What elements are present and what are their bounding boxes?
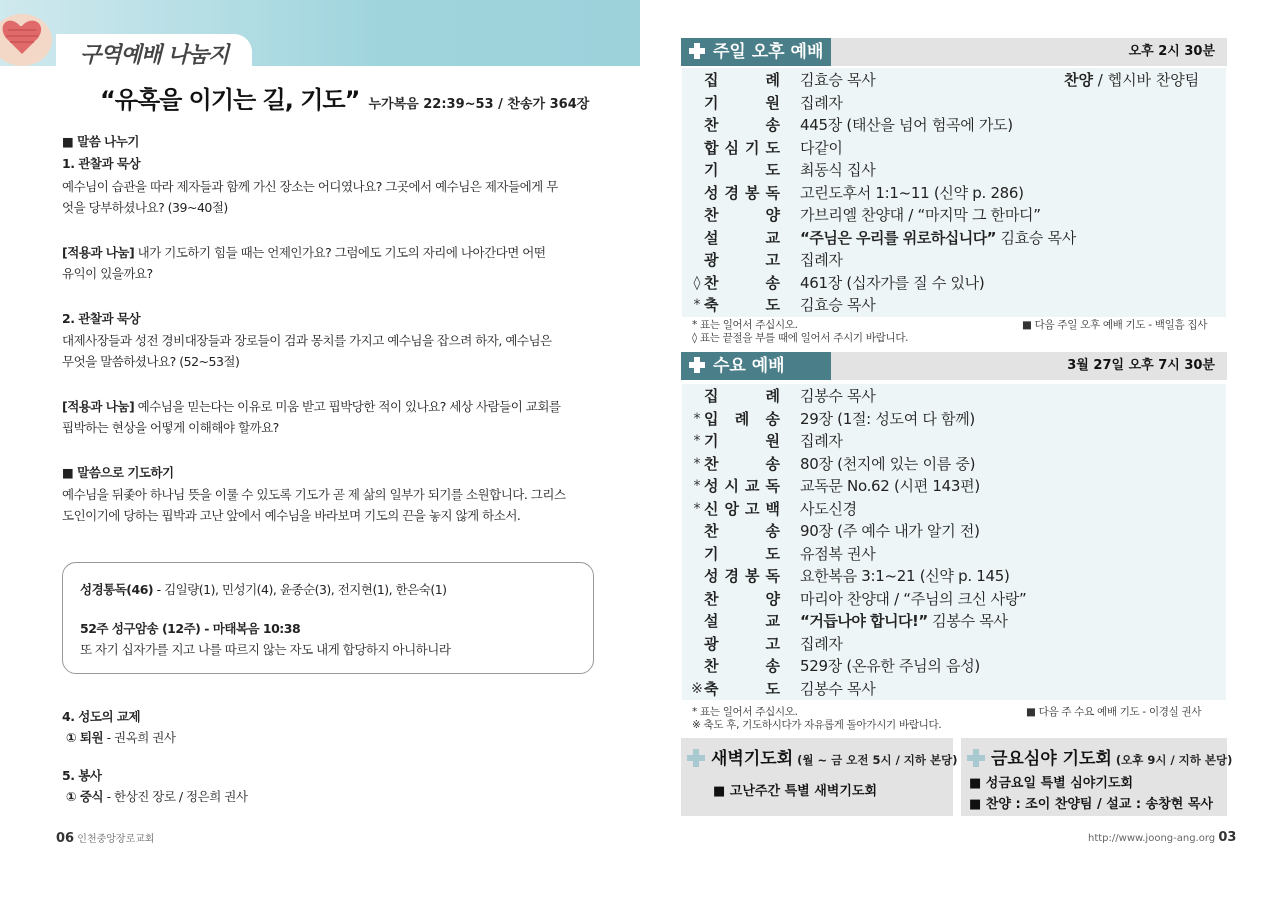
sunday-service-time: 오후 2시 30분 bbox=[1128, 44, 1215, 59]
order-value: 요한복음 3:1~21 (신약 p. 145) bbox=[800, 567, 1010, 585]
order-row bbox=[682, 227, 1226, 250]
service-item bbox=[66, 787, 247, 805]
sunday-note: * 표는 일어서 주십시오. bbox=[692, 319, 798, 331]
sermon-title: “유혹을 이기는 길, 기도” bbox=[100, 86, 360, 114]
order-value: 고린도후서 1:1~11 (신약 p. 286) bbox=[800, 183, 1024, 202]
sunday-next-prayer: ■ 다음 주일 오후 예배 기도 - 백일흠 집사 bbox=[1022, 319, 1208, 331]
q1-line: 엇을 당부하셨나요? (39~40절) bbox=[62, 200, 228, 215]
order-value: 김효승 목사 bbox=[800, 71, 876, 89]
memory-verse-label: 52주 성구암송 (12주) - 마태복음 10:38 bbox=[80, 621, 301, 636]
order-value: 80장 (천지에 있는 이름 중) bbox=[800, 454, 976, 473]
order-value: 가브리엘 찬양대 / “마지막 그 한마디” bbox=[800, 206, 1041, 224]
apply2 bbox=[62, 397, 560, 415]
order-value: 90장 (주 예수 내가 알기 전) bbox=[800, 522, 980, 540]
sunday-order-list bbox=[682, 68, 1226, 317]
order-row bbox=[682, 137, 1226, 160]
service-value: - 한상진 장로 / 정은희 권사 bbox=[103, 789, 248, 804]
order-value: 유점복 권사 bbox=[800, 544, 876, 563]
share-heading: ■ 말씀 나누기 bbox=[62, 134, 139, 149]
order-value: 461장 (십자가를 질 수 있나) bbox=[800, 273, 985, 292]
apply2-line: 핍박하는 현상을 어떻게 이해해야 할까요? bbox=[62, 420, 279, 435]
order-value: 마리아 찬양대 / “주님의 크신 사랑” bbox=[800, 589, 1027, 608]
order-value: 529장 (온유한 주님의 음성) bbox=[800, 657, 980, 675]
order-row bbox=[682, 69, 1226, 92]
order-value: 김봉수 목사 bbox=[800, 679, 876, 698]
dawn-prayer-item: ■ 고난주간 특별 새벽기도회 bbox=[713, 784, 877, 799]
order-value: 김봉수 목사 bbox=[800, 387, 876, 405]
order-mark: * bbox=[693, 410, 701, 427]
order-label: 찬 송 bbox=[704, 454, 780, 473]
order-label: 합 심 기 도 bbox=[704, 138, 780, 157]
order-value: 집례자 bbox=[800, 93, 843, 112]
order-label: 설 교 bbox=[704, 228, 780, 247]
order-value: 사도신경 bbox=[800, 499, 857, 518]
order-value: 최동식 집사 bbox=[800, 161, 876, 179]
order-label: 광 고 bbox=[704, 251, 780, 269]
order-row bbox=[682, 294, 1226, 317]
order-label: 기 원 bbox=[704, 432, 780, 450]
order-row bbox=[682, 182, 1226, 205]
order-label: 찬 양 bbox=[704, 206, 780, 224]
sunday-service-header bbox=[681, 38, 1227, 66]
sermon-header bbox=[100, 80, 589, 115]
apply-text: 내가 기도하기 힘들 때는 언제인가요? 그럼에도 기도의 자리에 나아간다면 어떤 bbox=[134, 245, 546, 260]
order-row bbox=[682, 475, 1226, 498]
service-label: ① 중식 bbox=[66, 789, 104, 804]
order-row bbox=[682, 249, 1226, 272]
praise-value: / 헵시바 찬양팀 bbox=[1092, 71, 1200, 89]
order-label: 찬 송 bbox=[704, 657, 780, 675]
order-value: 집례자 bbox=[800, 634, 843, 653]
wednesday-service-title: 수요 예배 bbox=[713, 356, 785, 376]
apply-label: [적용과 나눔] bbox=[62, 245, 135, 260]
order-label: 축 도 bbox=[704, 296, 780, 314]
order-label: 광 고 bbox=[704, 634, 780, 653]
order-label: 성 경 봉 독 bbox=[704, 567, 780, 585]
order-row bbox=[682, 610, 1226, 633]
sermon-reference: 누가복음 22:39~53 / 찬송가 364장 bbox=[368, 97, 590, 112]
friday-prayer-item: ■ 찬양 : 조이 찬양팀 / 설교 : 송창현 목사 bbox=[969, 797, 1213, 812]
order-label: 찬 송 bbox=[704, 522, 780, 540]
order-label: 찬 송 bbox=[704, 116, 780, 134]
order-value: 445장 (태산을 넘어 험곡에 가도) bbox=[800, 116, 1013, 134]
wednesday-note: ※ 축도 후, 기도하시다가 자유롭게 돌아가시기 바랍니다. bbox=[692, 719, 942, 731]
order-row bbox=[682, 588, 1226, 611]
order-value: 29장 (1절: 성도여 다 함께) bbox=[800, 409, 975, 428]
service-heading: 5. 봉사 bbox=[62, 768, 102, 783]
left-page-number: 06 bbox=[56, 831, 75, 846]
order-mark: * bbox=[693, 478, 701, 494]
order-row bbox=[682, 385, 1226, 408]
friday-prayer-title: 금요심야 기도회 bbox=[991, 749, 1112, 769]
church-name: 인천중앙장로교회 bbox=[77, 834, 155, 845]
bible-reading bbox=[80, 580, 447, 598]
order-row bbox=[682, 92, 1226, 115]
order-label: 기 도 bbox=[704, 544, 780, 563]
prayer-line: 도인이기에 당하는 핍박과 고난 앞에서 예수님을 바라보며 기도의 끈을 놓지 않게 하소서. bbox=[62, 508, 521, 523]
q2-line: 무엇을 말씀하셨나요? (52~53절) bbox=[62, 354, 240, 369]
order-value bbox=[800, 227, 1076, 250]
wednesday-next-prayer: ■ 다음 주 수요 예배 기도 - 이경실 권사 bbox=[1026, 706, 1202, 718]
dawn-prayer-title: 새벽기도회 bbox=[711, 749, 794, 769]
right-footer bbox=[1088, 830, 1236, 845]
apply1-line: 유익이 있을까요? bbox=[62, 266, 153, 281]
dawn-prayer-schedule: (월 ~ 금 오전 5시 / 지하 본당) bbox=[797, 753, 958, 767]
order-row bbox=[682, 520, 1226, 543]
wednesday-service-header bbox=[681, 352, 1227, 380]
fellowship-value: - 권옥희 권사 bbox=[103, 730, 176, 745]
order-label: 성 시 교 독 bbox=[704, 477, 780, 495]
preacher: 김봉수 목사 bbox=[927, 612, 1008, 630]
prayer-line: 예수님을 뒤좇아 하나님 뜻을 이룰 수 있도록 기도가 곧 제 삶의 일부가 되기를 소원합니다. 그리스 bbox=[62, 487, 566, 502]
cross-icon bbox=[689, 43, 705, 59]
order-row bbox=[682, 543, 1226, 566]
order-row bbox=[682, 159, 1226, 182]
order-row bbox=[682, 204, 1226, 227]
apply-text: 예수님을 믿는다는 이유로 미움 받고 핍박당한 적이 있나요? 세상 사람들이 교회를 bbox=[134, 399, 561, 414]
friday-prayer-item: ■ 성금요일 특별 심야기도회 bbox=[969, 776, 1133, 791]
wednesday-service-tab bbox=[681, 352, 831, 380]
praise-label: 찬양 bbox=[1064, 71, 1093, 89]
order-label: 집 례 bbox=[704, 71, 780, 89]
order-mark: * bbox=[693, 297, 701, 313]
order-value: 집례자 bbox=[800, 432, 843, 450]
order-row bbox=[682, 272, 1226, 295]
dawn-prayer-box bbox=[681, 738, 958, 816]
order-label: 성 경 봉 독 bbox=[704, 183, 780, 202]
left-footer bbox=[56, 830, 155, 846]
order-mark: * bbox=[693, 455, 701, 472]
order-mark: * bbox=[693, 500, 701, 517]
order-row bbox=[682, 655, 1226, 678]
order-row bbox=[682, 678, 1226, 701]
wednesday-service-time: 3월 27일 오후 7시 30분 bbox=[1067, 358, 1215, 373]
order-row bbox=[682, 498, 1226, 521]
order-label: 축 도 bbox=[704, 679, 780, 698]
right-page-number: 03 bbox=[1218, 830, 1237, 845]
fellowship-heading: 4. 성도의 교제 bbox=[62, 709, 141, 724]
order-row bbox=[682, 430, 1226, 453]
dawn-prayer-header bbox=[687, 744, 957, 769]
order-label: 찬 양 bbox=[704, 589, 780, 608]
order-row bbox=[682, 565, 1226, 588]
order-row bbox=[682, 408, 1226, 431]
order-label: 신 앙 고 백 bbox=[704, 499, 780, 518]
order-value: 다같이 bbox=[800, 138, 843, 157]
friday-prayer-box bbox=[961, 738, 1233, 816]
order-value: 교독문 No.62 (시편 143편) bbox=[800, 477, 980, 495]
order-label: 찬 송 bbox=[704, 273, 780, 292]
bible-reading-names: - 김일량(1), 민성기(4), 윤종순(3), 전지현(1), 한은숙(1) bbox=[153, 582, 447, 597]
order-value: 집례자 bbox=[800, 251, 843, 269]
q1-heading: 1. 관찰과 묵상 bbox=[62, 156, 141, 171]
order-value bbox=[800, 610, 1008, 633]
order-row bbox=[682, 453, 1226, 476]
preacher: 김효승 목사 bbox=[996, 228, 1076, 247]
prayer-heading: ■ 말씀으로 기도하기 bbox=[62, 465, 174, 480]
q1-line: 예수님이 습관을 따라 제자들과 함께 가신 장소는 어디였나요? 그곳에서 예수님은 제자들에게 무 bbox=[62, 179, 558, 194]
memory-verse-text: 또 자기 십자가를 지고 나를 따르지 않는 자도 내게 합당하지 아니하니라 bbox=[80, 642, 451, 657]
sermon-title: “거듭나야 합니다!” bbox=[800, 612, 928, 630]
cross-icon bbox=[967, 749, 985, 767]
section-title: 구역예배 나눔지 bbox=[80, 43, 229, 68]
apply1 bbox=[62, 243, 545, 261]
order-value: 김효승 목사 bbox=[800, 296, 876, 314]
order-label: 설 교 bbox=[704, 612, 780, 630]
order-label: 기 원 bbox=[704, 93, 780, 112]
order-mark: ◊ bbox=[693, 274, 701, 291]
sunday-note: ◊ 표는 끝절을 부를 때에 일어서 주시기 바랍니다. bbox=[692, 332, 909, 344]
order-row bbox=[682, 114, 1226, 137]
cross-icon bbox=[687, 749, 705, 767]
order-mark: ※ bbox=[691, 680, 703, 697]
sunday-service-title: 주일 오후 예배 bbox=[713, 42, 824, 62]
q2-heading: 2. 관찰과 묵상 bbox=[62, 311, 141, 326]
bible-reading-label: 성경통독(46) bbox=[80, 582, 154, 597]
order-label: 입 례 송 bbox=[704, 409, 780, 428]
fellowship-label: ① 퇴원 bbox=[66, 730, 104, 745]
order-row bbox=[682, 633, 1226, 656]
wednesday-note: * 표는 일어서 주십시오. bbox=[692, 706, 798, 718]
sermon-title: “주님은 우리를 위로하십니다” bbox=[800, 228, 997, 247]
fellowship-item bbox=[66, 728, 175, 746]
cross-icon bbox=[689, 357, 705, 373]
order-label: 집 례 bbox=[704, 387, 780, 405]
friday-prayer-header bbox=[967, 744, 1232, 769]
church-url: http://www.joong-ang.org bbox=[1088, 833, 1216, 844]
order-label: 기 도 bbox=[704, 161, 780, 179]
apply-label: [적용과 나눔] bbox=[62, 399, 135, 414]
sunday-service-tab bbox=[681, 38, 831, 66]
wednesday-order-list bbox=[682, 384, 1226, 700]
order-mark: * bbox=[693, 433, 701, 449]
q2-line: 대제사장들과 성전 경비대장들과 장로들이 검과 몽치를 가지고 예수님을 잡으려 하자, 예수님은 bbox=[62, 333, 552, 348]
friday-prayer-schedule: (오후 9시 / 지하 본당) bbox=[1115, 753, 1233, 767]
